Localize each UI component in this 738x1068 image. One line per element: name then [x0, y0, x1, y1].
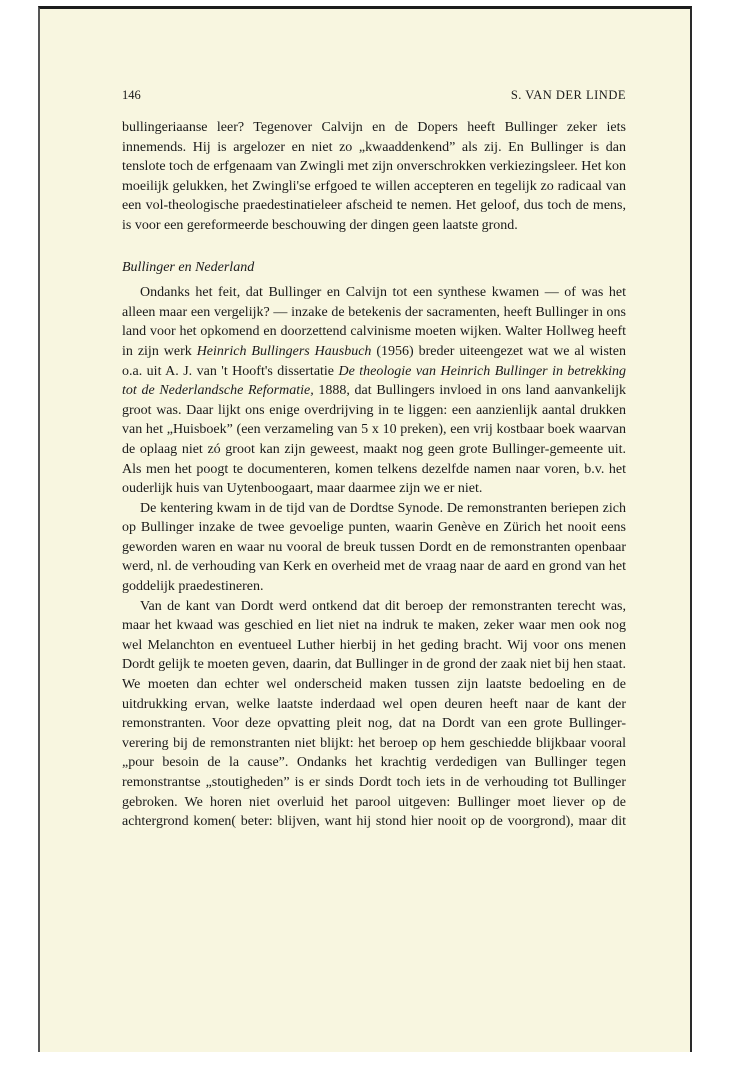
paragraph-4: Van de kant van Dordt werd ontkend dat dit beroep der remonstranten terecht was, maar het kwaad was geschied en liet niet na indruk te maken, zeker waar men ook nog wel Melanchton en eventueel Luther hierbij in het geding bracht. Wij voor ons menen Dordt gelijk te moeten geven, daarin, dat Bullinger in de grond der zaak niet bij hen staat. We moeten dan echter wel onderscheid maken tussen zijn laatste bedoeling en de uitdrukking ervan, welke laatste inderdaad wel open deuren heeft naar de kant der remonstranten. Voor deze opvatting pleit nog, dat na Dordt van een grote Bullinger-verering bij de remonstranten niet blijkt: het beroep op hem geschiedde blijkbaar vooral „pour besoin de la cause”. Ondanks het krachtig verdedigen van Bullinger tegen remonstrantse „stoutigheden” is er sinds Dordt toch iets in de verhouding tot Bullinger gebroken. We horen niet overluid het parool uitgeven: Bullinger moet liever op de achtergrond komen( beter: blijven, want hij stond hier nooit op de voorgrond), maar dit [122, 598, 626, 830]
text-block [122, 118, 626, 832]
paragraph-1: bullingeriaanse leer? Tegenover Calvijn en de Dopers heeft Bullinger zeker iets innemends. Hij is argelozer en niet zo „kwaaddenkend” als zij. En Bullinger is dan tenslote toch de erfgenaam van Zwingli met zijn onverschrokken verkiezingsleer. Het kon moeilijk gelukken, het Zwingli'se erfgoed te willen accepteren en tegelijk zo radicaal van een vol-theologische praedestinatieleer afscheid te nemen. Het geloof, dus toch de mens, is voor een gereformeerde beschouwing der dingen geen laatste grond. [122, 120, 626, 233]
paragraph-2-part-a: Ondanks het feit, dat Bullinger en Calvijn tot een synthese kwamen — of was het alleen maar een vergelijk? — inzake de betekenis der sacramenten, heeft Bullinger in ons land voor het opkomend en doorzettend calvinisme moeten wijken. Walter Hollweg heeft in zijn werk [122, 285, 626, 359]
paragraph-2 [122, 283, 626, 499]
page-number: 146 [122, 88, 141, 102]
paragraph-2-part-c: 1888, dat Bullingers invloed in ons land aanvankelijk groot was. Daar lijkt ons enige overdrijving in te liggen: een aanzienlijk aantal drukken van het „Huisboek” (een verzameling van 5 x 10 preken), een vrij kostbaar boek waarvan de oplaag niet zó groot kan zijn geweest, maakt nog geen grote Bullinger-gemeente uit. Als men het poogt te documenteren, komen telkens dezelfde namen naar voren, b.v. het ouderlijk huis van Uytenboogaart, maar daarmee zijn we er niet. [122, 383, 626, 497]
paragraph-2-part-b: (1956) breder uiteengezet wat we al wisten o.a. uit A. J. van 't Hooft's dissertatie [122, 343, 626, 379]
dissertation-title: De theologie van Heinrich Bullinger in betrekking tot de Nederlandsche Reformatie, [122, 363, 626, 399]
running-head: S. VAN DER LINDE [510, 88, 626, 102]
page-header [122, 88, 626, 108]
section-heading: Bullinger en Nederland [122, 259, 255, 275]
book-title-hausbuch: Heinrich Bullingers Hausbuch [196, 343, 372, 359]
paragraph-3: De kentering kwam in de tijd van de Dordtse Synode. De remonstranten beriepen zich op Bullinger inzake de twee gevoelige punten, waarin Genève en Zürich het nooit eens geworden waren en waar nu vooral de breuk tussen Dordt en de remonstranten openbaar werd, nl. de verhouding van Kerk en overheid met de vraag naar de aard en grond van het goddelijk praedestineren. [122, 500, 626, 595]
